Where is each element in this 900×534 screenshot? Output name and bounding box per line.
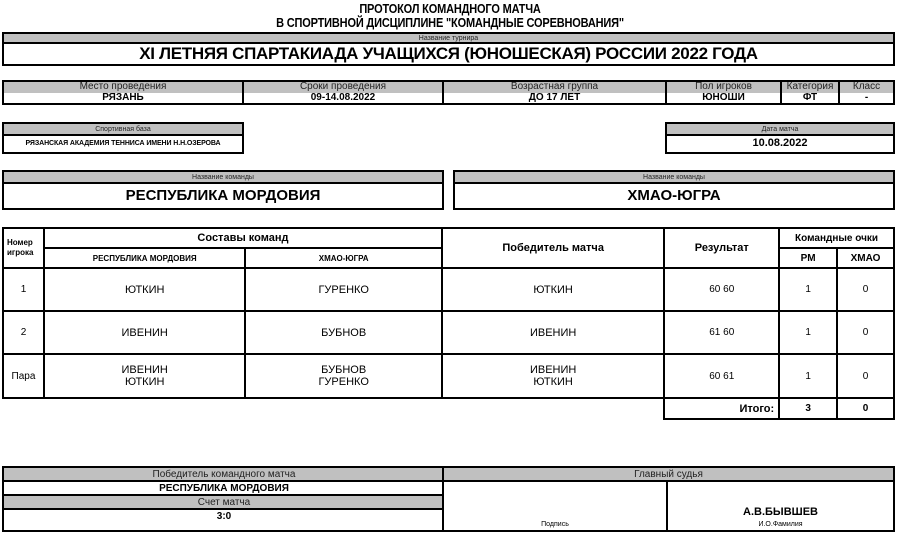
total-label: Итого: [664, 398, 779, 419]
team-winner-label: Победитель командного матча [4, 468, 444, 482]
pts1: 1 [779, 268, 837, 311]
player-no: 2 [3, 311, 44, 354]
pts1: 1 [779, 354, 837, 398]
player-no: 1 [3, 268, 44, 311]
venue-value: РЯЗАНЬ [4, 93, 244, 103]
age-group-value: ДО 17 ЛЕТ [444, 93, 667, 103]
team-winner-box [2, 466, 444, 532]
team1-pair-player1: ИВЕНИН [121, 364, 168, 376]
col-team2: ХМАО-ЮГРА [245, 248, 441, 268]
match-date-box [665, 122, 895, 154]
team2-name: ХМАО-ЮГРА [627, 187, 721, 204]
match-date-value: 10.08.2022 [752, 137, 808, 149]
player-no: Пара [3, 354, 44, 398]
sports-base-value: РЯЗАНСКАЯ АКАДЕМИЯ ТЕННИСА ИМЕНИ Н.Н.ОЗЕРОВА [25, 140, 221, 147]
match-score-label: Счет матча [4, 496, 444, 510]
results-table [2, 227, 895, 420]
team2-player: ГУРЕНКО [245, 268, 441, 311]
chief-judge-box [442, 466, 895, 532]
total-pts2: 0 [837, 398, 894, 419]
judge-name: А.В.БЫВШЕВ [743, 506, 818, 518]
team1-player: ИВЕНИН [44, 311, 245, 354]
col-player-no: Номер игрока [3, 228, 44, 268]
pts2: 0 [837, 268, 894, 311]
class-label: Класс [840, 82, 893, 93]
sports-base-box [2, 122, 244, 154]
team2-pair-player1: БУБНОВ [321, 364, 367, 376]
col-pts1: РМ [779, 248, 837, 268]
venue-label: Место проведения [4, 82, 244, 93]
pts1: 1 [779, 311, 837, 354]
match-date-label: Дата матча [667, 124, 893, 136]
team2-box [453, 170, 895, 210]
gender-label: Пол игроков [667, 82, 782, 93]
document-title: ПРОТОКОЛ КОМАНДНОГО МАТЧА [359, 2, 541, 16]
pair-winner-player1: ИВЕНИН [529, 364, 577, 376]
team-winner-value: РЕСПУБЛИКА МОРДОВИЯ [4, 482, 444, 496]
judge-name-field [668, 482, 893, 530]
team2-player: БУБНОВ [245, 311, 441, 354]
table-row-doubles [3, 354, 894, 398]
tournament-name: XI ЛЕТНЯЯ СПАРТАКИАДА УЧАЩИХСЯ (ЮНОШЕСКАЯ) РОССИИ 2022 ГОДА [139, 44, 758, 63]
col-team1: РЕСПУБЛИКА МОРДОВИЯ [44, 248, 245, 268]
tournament-label: Название турнира [4, 34, 893, 44]
team1-pair [44, 354, 245, 398]
col-pts2: ХМАО [837, 248, 894, 268]
category-value: ФТ [782, 93, 840, 103]
match-result: 60 61 [664, 354, 779, 398]
team2-label: Название команды [455, 172, 893, 184]
chief-judge-label: Главный судья [444, 468, 893, 482]
tournament-box [2, 32, 895, 66]
category-label: Категория [782, 82, 840, 93]
col-result: Результат [664, 228, 779, 268]
col-rosters: Составы команд [44, 228, 442, 248]
team1-box [2, 170, 444, 210]
team1-label: Название команды [4, 172, 442, 184]
team2-pair [245, 354, 441, 398]
signature-field [444, 482, 668, 530]
team1-name: РЕСПУБЛИКА МОРДОВИЯ [125, 187, 321, 204]
col-team-points: Командные очки [779, 228, 894, 248]
judge-name-label: И.О.Фамилия [758, 521, 803, 528]
dates-label: Сроки проведения [244, 82, 444, 93]
sports-base-label: Спортивная база [4, 124, 242, 136]
pts2: 0 [837, 311, 894, 354]
pair-winner [442, 354, 664, 398]
class-value: - [864, 92, 869, 103]
table-row [3, 268, 894, 311]
match-result: 60 60 [664, 268, 779, 311]
match-result: 61 60 [664, 311, 779, 354]
match-winner: ИВЕНИН [442, 311, 664, 354]
signature-label: Подпись [541, 521, 569, 528]
document-subtitle: В СПОРТИВНОЙ ДИСЦИПЛИНЕ "КОМАНДНЫЕ СОРЕВНОВАНИЯ" [276, 16, 624, 30]
team2-pair-player2: ГУРЕНКО [318, 376, 369, 388]
dates-value: 09-14.08.2022 [244, 93, 444, 103]
info-box [2, 80, 895, 105]
team1-pair-player2: ЮТКИН [124, 376, 165, 388]
gender-value: ЮНОШИ [667, 93, 782, 103]
team1-player: ЮТКИН [44, 268, 245, 311]
pair-winner-player2: ЮТКИН [533, 376, 573, 388]
age-group-label: Возрастная группа [444, 82, 667, 93]
match-winner: ЮТКИН [442, 268, 664, 311]
total-pts1: 3 [779, 398, 837, 419]
col-winner: Победитель матча [442, 228, 664, 268]
pts2: 0 [837, 354, 894, 398]
table-row [3, 311, 894, 354]
match-score-value: 3:0 [216, 511, 232, 522]
